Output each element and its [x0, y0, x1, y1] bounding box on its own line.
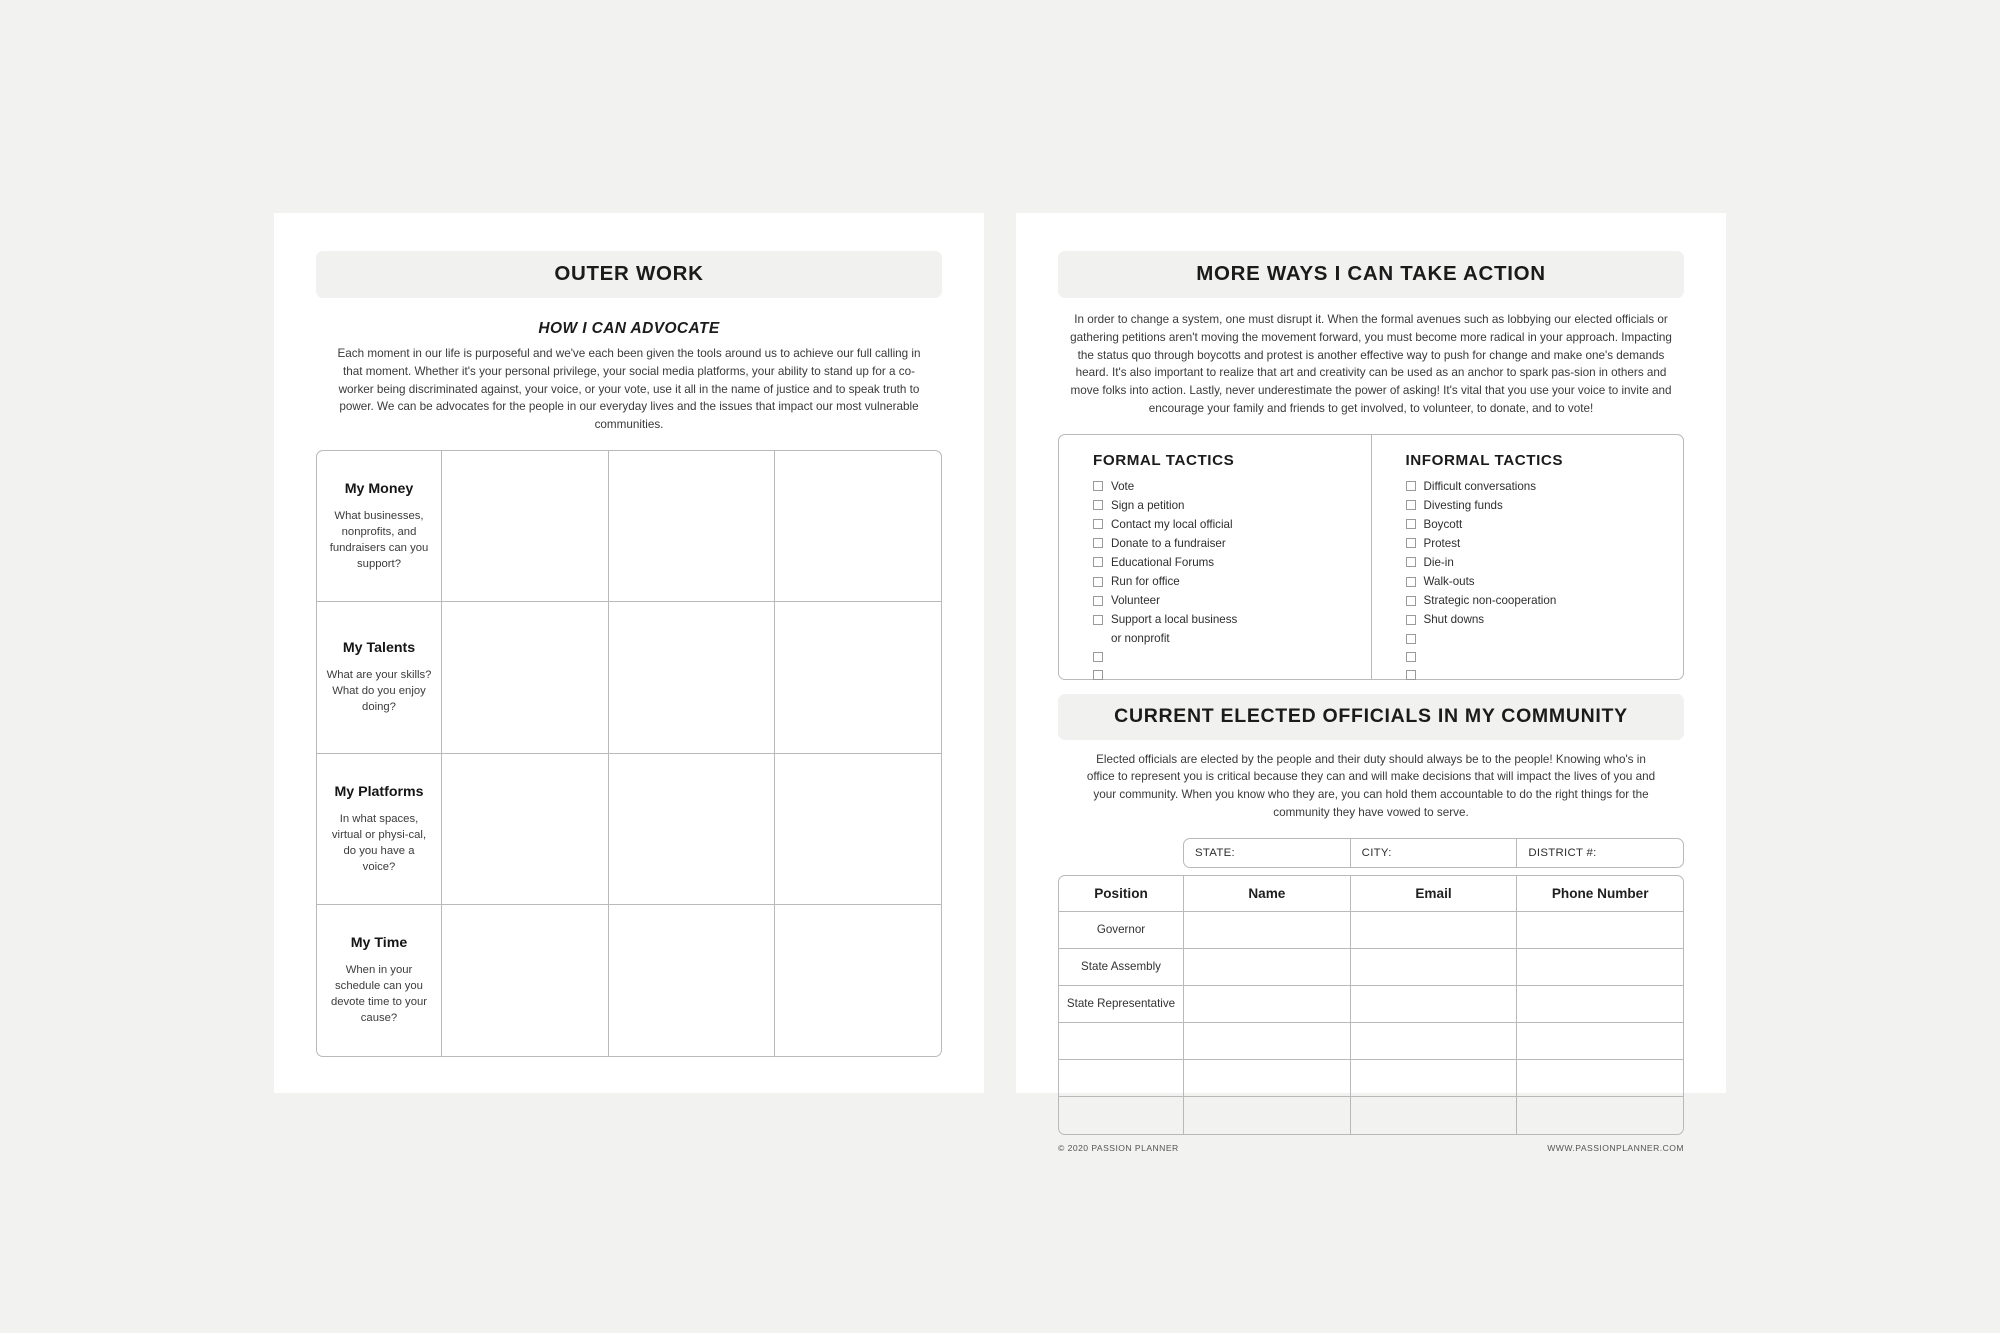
- officials-input-cell[interactable]: [1517, 1023, 1683, 1059]
- informal-tactics-list: [1406, 480, 1684, 682]
- checkbox-icon[interactable]: [1406, 538, 1416, 548]
- location-field-label: DISTRICT #:: [1528, 846, 1597, 859]
- checkbox-icon[interactable]: [1093, 538, 1103, 548]
- advocate-row: [317, 451, 941, 603]
- checkbox-icon[interactable]: [1093, 670, 1103, 680]
- advocate-row-label: [317, 905, 442, 1056]
- checkbox-icon[interactable]: [1406, 500, 1416, 510]
- advocate-row-label: [317, 451, 442, 602]
- advocate-write-in-cell[interactable]: [775, 602, 941, 753]
- tactic-item[interactable]: [1093, 613, 1371, 627]
- officials-input-cell[interactable]: [1184, 1060, 1351, 1096]
- informal-tactics-column: [1372, 435, 1684, 679]
- tactic-item[interactable]: [1406, 499, 1684, 513]
- officials-position-cell: [1059, 1097, 1184, 1134]
- officials-input-cell[interactable]: [1184, 1023, 1351, 1059]
- tactic-item[interactable]: [1093, 518, 1371, 532]
- tactic-label: Divesting funds: [1423, 498, 1503, 512]
- page-footer: [1058, 1143, 1684, 1153]
- officials-input-cell[interactable]: [1351, 912, 1518, 948]
- tactic-item-blank[interactable]: [1406, 632, 1684, 645]
- table-row: [1059, 949, 1683, 986]
- table-row: [1059, 986, 1683, 1023]
- page-title: MORE WAYS I CAN TAKE ACTION: [1196, 262, 1546, 285]
- website-text: WWW.PASSIONPLANNER.COM: [1547, 1142, 1684, 1153]
- page-title: OUTER WORK: [554, 262, 704, 285]
- advocate-row-prompt: What businesses, nonprofits, and fundraisers can you support?: [329, 509, 429, 570]
- tactic-label: Support a local business: [1111, 613, 1238, 627]
- right-page: [1016, 213, 1726, 1153]
- tactic-item[interactable]: [1093, 480, 1371, 494]
- officials-input-cell[interactable]: [1517, 986, 1683, 1022]
- officials-paragraph: Elected officials are elected by the people and their duty should always be to the people! Knowing who's in office to represent you is critical because they can and will make decisions that will impact the lives of you and your community. When you know who they are, you can hold them accountable to do the right things for the community they have vowed to serve.: [1086, 752, 1656, 820]
- officials-input-cell[interactable]: [1351, 986, 1518, 1022]
- tactic-label: Educational Forums: [1111, 555, 1215, 569]
- officials-position-cell: [1059, 1023, 1184, 1059]
- tactic-label: Contact my local official: [1111, 517, 1233, 531]
- tactic-label: Run for office: [1111, 575, 1180, 588]
- advocate-row: [317, 905, 941, 1056]
- checkbox-icon[interactable]: [1093, 615, 1103, 625]
- officials-input-cell[interactable]: [1517, 949, 1683, 985]
- table-row: [1059, 1023, 1683, 1060]
- officials-header-row: [1059, 876, 1683, 912]
- tactic-item-blank[interactable]: [1093, 669, 1371, 682]
- formal-tactics-column: [1059, 435, 1372, 679]
- section-subtitle: HOW I CAN ADVOCATE: [538, 320, 720, 337]
- tactic-label: Shut downs: [1423, 613, 1485, 627]
- table-row: [1059, 912, 1683, 949]
- outer-work-banner: [316, 251, 942, 298]
- advocate-write-in-cell[interactable]: [442, 602, 609, 753]
- tactic-item[interactable]: [1093, 575, 1371, 589]
- tactic-item[interactable]: [1093, 537, 1371, 551]
- officials-column-header: Name: [1184, 876, 1351, 911]
- advocate-row-label: [317, 602, 442, 753]
- officials-input-cell[interactable]: [1351, 1023, 1518, 1059]
- location-field[interactable]: [1351, 839, 1518, 867]
- checkbox-icon[interactable]: [1406, 652, 1416, 662]
- officials-position-cell: State Representative: [1059, 986, 1184, 1022]
- officials-position-cell: State Assembly: [1059, 949, 1184, 985]
- tactic-label: Donate to a fundraiser: [1111, 536, 1226, 550]
- tactic-label-continuation: or nonprofit: [1111, 632, 1170, 646]
- checkbox-icon[interactable]: [1406, 670, 1416, 680]
- copyright-text: © 2020 PASSION PLANNER: [1058, 1142, 1179, 1153]
- location-field[interactable]: [1517, 839, 1683, 867]
- table-row: [1059, 1097, 1683, 1134]
- location-field-label: STATE:: [1195, 846, 1235, 859]
- tactic-label: Protest: [1423, 536, 1461, 550]
- location-field-label: CITY:: [1361, 846, 1392, 859]
- tactic-item[interactable]: [1406, 480, 1684, 494]
- tactic-label: Strategic non-cooperation: [1423, 594, 1557, 608]
- officials-input-cell[interactable]: [1351, 1060, 1518, 1096]
- officials-position-cell: Governor: [1059, 912, 1184, 948]
- advocate-write-in-cell[interactable]: [609, 905, 776, 1056]
- advocate-write-in-cell[interactable]: [442, 905, 609, 1056]
- checkbox-icon[interactable]: [1093, 652, 1103, 662]
- checkbox-icon[interactable]: [1093, 481, 1103, 491]
- checkbox-icon[interactable]: [1093, 557, 1103, 567]
- officials-column-header: Email: [1351, 876, 1518, 911]
- advocate-write-in-cell[interactable]: [442, 451, 609, 602]
- tactic-label: Boycott: [1423, 517, 1463, 531]
- officials-position-cell: [1059, 1060, 1184, 1096]
- checkbox-icon[interactable]: [1406, 634, 1416, 644]
- location-fields: [1183, 838, 1684, 868]
- tactic-item[interactable]: [1406, 613, 1684, 627]
- checkbox-icon[interactable]: [1406, 577, 1416, 587]
- tactic-item[interactable]: [1406, 537, 1684, 551]
- checkbox-icon[interactable]: [1406, 557, 1416, 567]
- checkbox-icon[interactable]: [1093, 519, 1103, 529]
- tactic-item[interactable]: [1406, 518, 1684, 532]
- tactic-item[interactable]: [1406, 556, 1684, 570]
- advocate-grid: [316, 450, 942, 1057]
- advocate-row-title: My Platforms: [334, 783, 424, 800]
- advocate-row-title: My Talents: [342, 640, 416, 657]
- advocate-row-prompt: In what spaces, virtual or physi-cal, do you have a voice?: [331, 812, 427, 873]
- tactic-label: Walk-outs: [1423, 575, 1475, 588]
- officials-input-cell[interactable]: [1184, 1097, 1351, 1134]
- tactic-label: Vote: [1111, 479, 1135, 493]
- officials-table: [1058, 875, 1684, 1135]
- formal-tactics-list: [1093, 480, 1371, 682]
- informal-tactics-heading: INFORMAL TACTICS: [1405, 451, 1564, 469]
- tactic-label: Sign a petition: [1111, 498, 1185, 512]
- officials-input-cell[interactable]: [1184, 986, 1351, 1022]
- officials-input-cell[interactable]: [1184, 949, 1351, 985]
- advocate-row: [317, 602, 941, 754]
- tactic-item[interactable]: [1093, 499, 1371, 513]
- tactic-item-blank[interactable]: [1406, 651, 1684, 664]
- tactic-item[interactable]: [1093, 556, 1371, 570]
- advocate-row-prompt: When in your schedule can you devote time to your cause?: [330, 964, 428, 1025]
- tactic-item-blank[interactable]: [1406, 669, 1684, 682]
- advocate-write-in-cell[interactable]: [775, 754, 941, 905]
- checkbox-icon[interactable]: [1406, 481, 1416, 491]
- checkbox-icon[interactable]: [1093, 577, 1103, 587]
- elected-officials-banner: [1058, 694, 1684, 740]
- tactic-item[interactable]: [1406, 575, 1684, 589]
- tactic-label: Die-in: [1423, 555, 1454, 569]
- officials-input-cell[interactable]: [1351, 1097, 1518, 1134]
- advocate-row-title: My Money: [344, 480, 414, 497]
- advocate-write-in-cell[interactable]: [609, 602, 776, 753]
- officials-input-cell[interactable]: [1517, 1060, 1683, 1096]
- checkbox-icon[interactable]: [1093, 596, 1103, 606]
- formal-tactics-heading: FORMAL TACTICS: [1093, 451, 1235, 469]
- take-action-banner: [1058, 251, 1684, 298]
- advocate-write-in-cell[interactable]: [609, 451, 776, 602]
- advocate-row: [317, 754, 941, 906]
- table-row: [1059, 1060, 1683, 1097]
- tactics-box: [1058, 434, 1684, 680]
- officials-input-cell[interactable]: [1184, 912, 1351, 948]
- officials-column-header: Phone Number: [1551, 885, 1649, 901]
- checkbox-icon[interactable]: [1093, 500, 1103, 510]
- intro-paragraph: Each moment in our life is purposeful and we've each been given the tools around us to achieve our full calling in that moment. Whether it's your personal privilege, your social media platforms, your ability to stand up for a co-worker being discriminated against, your voice, or your vote, use it all in the name of justice and to speak truth to power. We can be advocates for the people in our everyday lives and the issues that impact our most vulnerable communities.: [337, 347, 921, 432]
- officials-column-header: Position: [1059, 876, 1184, 911]
- tactic-item-blank[interactable]: [1093, 651, 1371, 664]
- tactic-item[interactable]: [1406, 594, 1684, 608]
- left-page: [274, 213, 984, 1093]
- advocate-write-in-cell[interactable]: [609, 754, 776, 905]
- section-title: CURRENT ELECTED OFFICIALS IN MY COMMUNITY: [1114, 704, 1628, 727]
- advocate-row-label: [317, 754, 442, 905]
- tactic-label: Difficult conversations: [1423, 479, 1537, 493]
- advocate-row-title: My Time: [350, 935, 408, 952]
- checkbox-icon[interactable]: [1406, 596, 1416, 606]
- advocate-write-in-cell[interactable]: [775, 905, 941, 1056]
- officials-input-cell[interactable]: [1517, 912, 1683, 948]
- tactic-label: Volunteer: [1111, 594, 1160, 608]
- checkbox-icon[interactable]: [1406, 615, 1416, 625]
- checkbox-icon[interactable]: [1406, 519, 1416, 529]
- officials-input-cell[interactable]: [1351, 949, 1518, 985]
- tactic-item[interactable]: [1093, 594, 1371, 608]
- advocate-write-in-cell[interactable]: [442, 754, 609, 905]
- take-action-paragraph: In order to change a system, one must disrupt it. When the formal avenues such as lobbying our elected officials or gathering petitions aren't moving the movement forward, you must become more radical in your approach. Impacting the status quo through boycotts and protest is another effective way to push for change and make one's demands heard. It's also important to realize that art and creativity can be used as an anchor to spark pas-sion in others and move folks into action. Lastly, never underestimate the power of asking! It's vital that you use your voice to invite and encourage your family and friends to get involved, to volunteer, to donate, and to vote!: [1070, 313, 1672, 415]
- officials-input-cell[interactable]: [1517, 1097, 1683, 1134]
- advocate-row-prompt: What are your skills? What do you enjoy doing?: [326, 669, 432, 714]
- location-field[interactable]: [1184, 839, 1351, 867]
- advocate-write-in-cell[interactable]: [775, 451, 941, 602]
